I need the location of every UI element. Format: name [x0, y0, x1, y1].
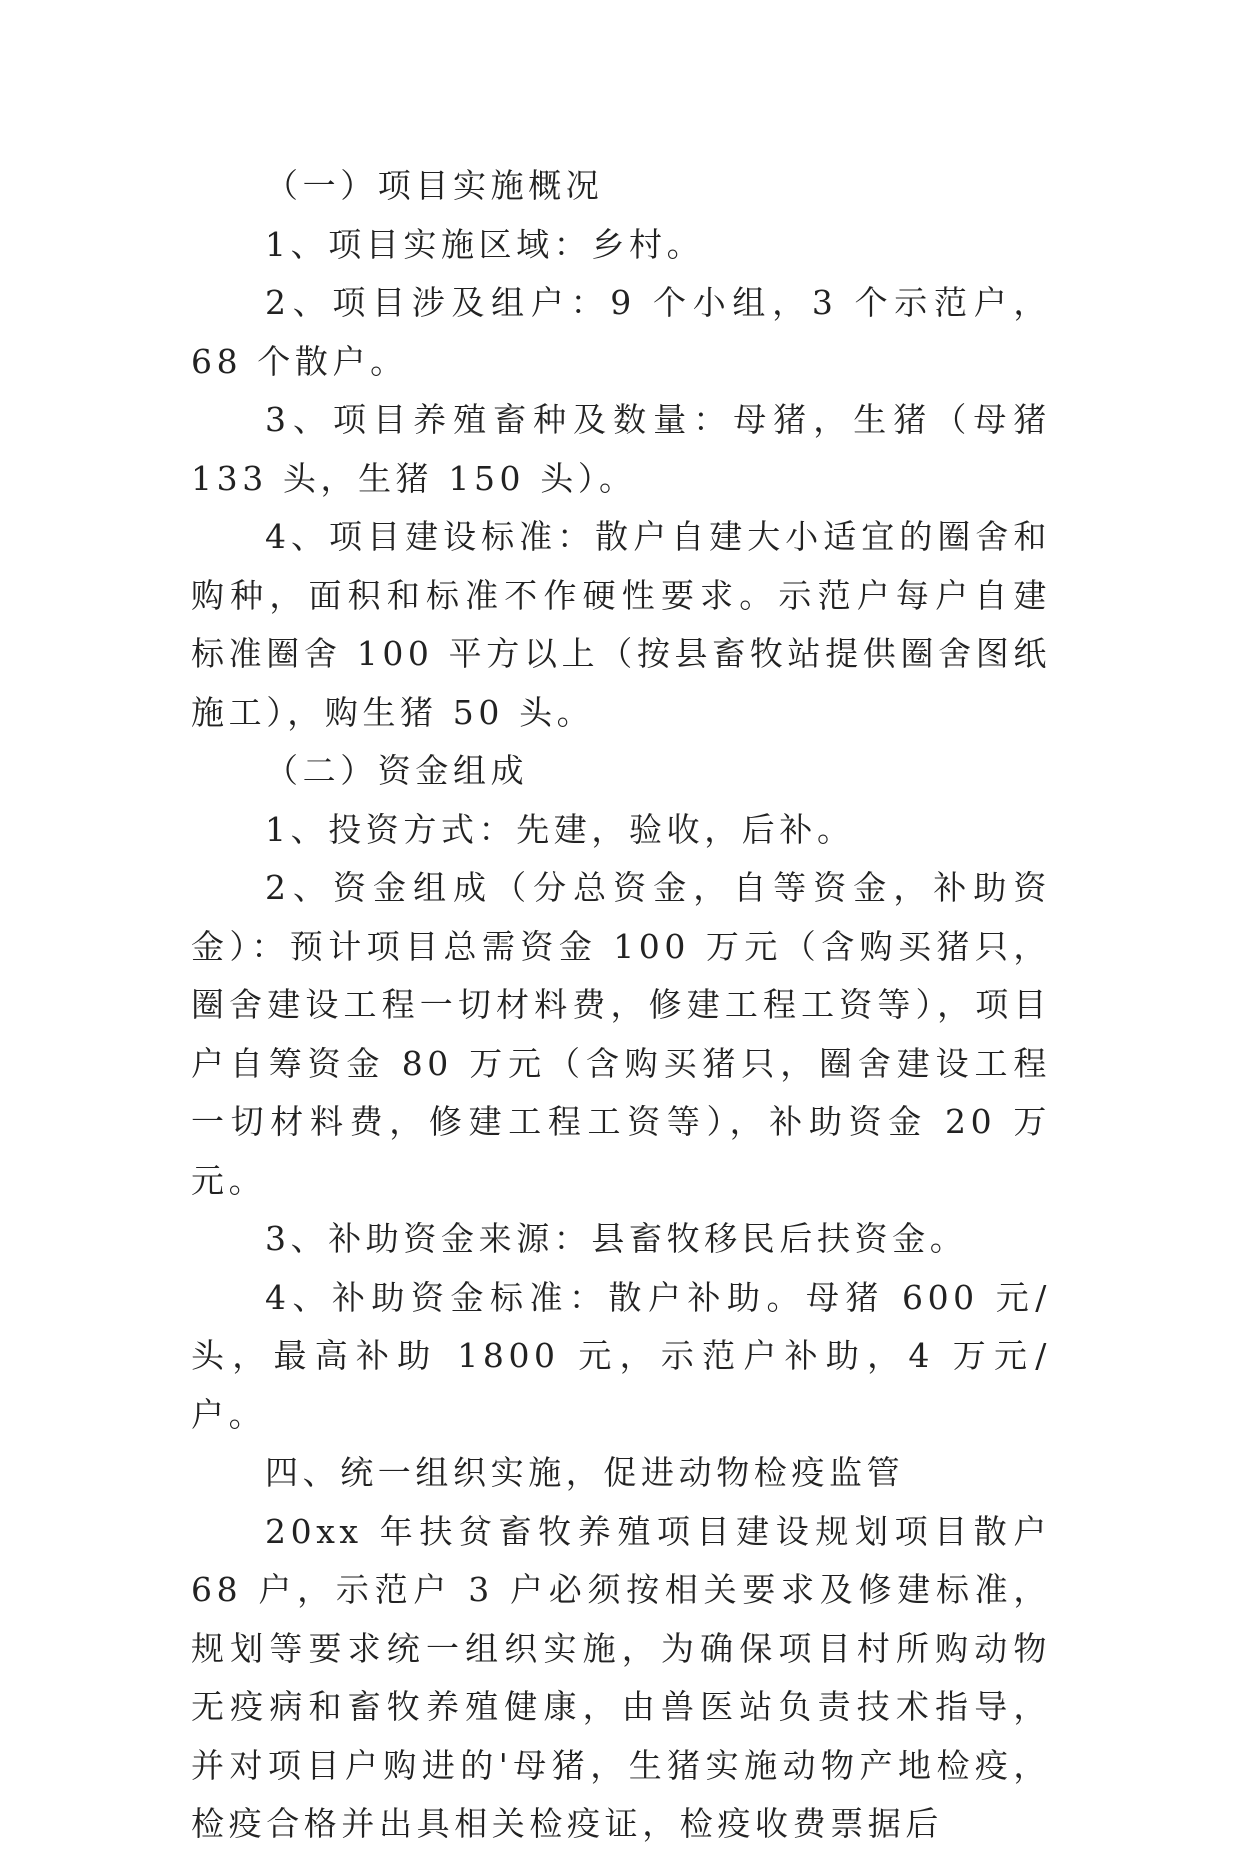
paragraph-funding-composition: 2、资金组成（分总资金，自等资金，补助资金）：预计项目总需资金 100 万元（含购买猪只，圈舍建设工程一切材料费，修建工程工资等），项目户自筹资金 80 万元（含购买猪只，圈舍建设工程一切材料费，修建工程工资等），补助资金 20 万元。: [191, 868, 1051, 1200]
paragraph-implementation-area: 1、项目实施区域：乡村。: [265, 224, 705, 264]
section-heading-project-overview: （一）项目实施概况: [265, 166, 604, 205]
paragraph-subsidy-source: 3、补助资金来源：县畜牧移民后扶资金。: [265, 1219, 968, 1258]
section-heading-organization: 四、统一组织实施，促进动物检疫监管: [265, 1453, 905, 1492]
paragraph-livestock-quantity: 3、项目养殖畜种及数量：母猪，生猪（母猪 133 头，生猪 150 头）。: [191, 400, 1051, 498]
paragraph-subsidy-standard: 4、补助资金标准：散户补助。母猪 600 元/头，最高补助 1800 元，示范户补助，4 万元/户。: [191, 1277, 1051, 1434]
paragraph-organization-details: 20xx 年扶贫畜牧养殖项目建设规划项目散户 68 户，示范户 3 户必须按相关要求及修建标准，规划等要求统一组织实施，为确保项目村所购动物无疫病和畜牧养殖健康，由兽医站负责技术指导，并对项目户购进的'母猪，生猪实施动物产地检疫，检疫合格并出具相关检疫证，检疫收费票据后: [191, 1511, 1051, 1843]
document-body: [191, 157, 1051, 1854]
paragraph-construction-standard: 4、项目建设标准：散户自建大小适宜的圈舍和购种，面积和标准不作硬性要求。示范户每户自建标准圈舍 100 平方以上（按县畜牧站提供圈舍图纸施工），购生猪 50 头。: [191, 517, 1051, 732]
paragraph-investment-method: 1、投资方式：先建，验收，后补。: [265, 809, 855, 849]
section-heading-funding: （二）资金组成: [265, 751, 529, 790]
paragraph-households: 2、项目涉及组户：9 个小组，3 个示范户，68 个散户。: [191, 283, 1051, 381]
